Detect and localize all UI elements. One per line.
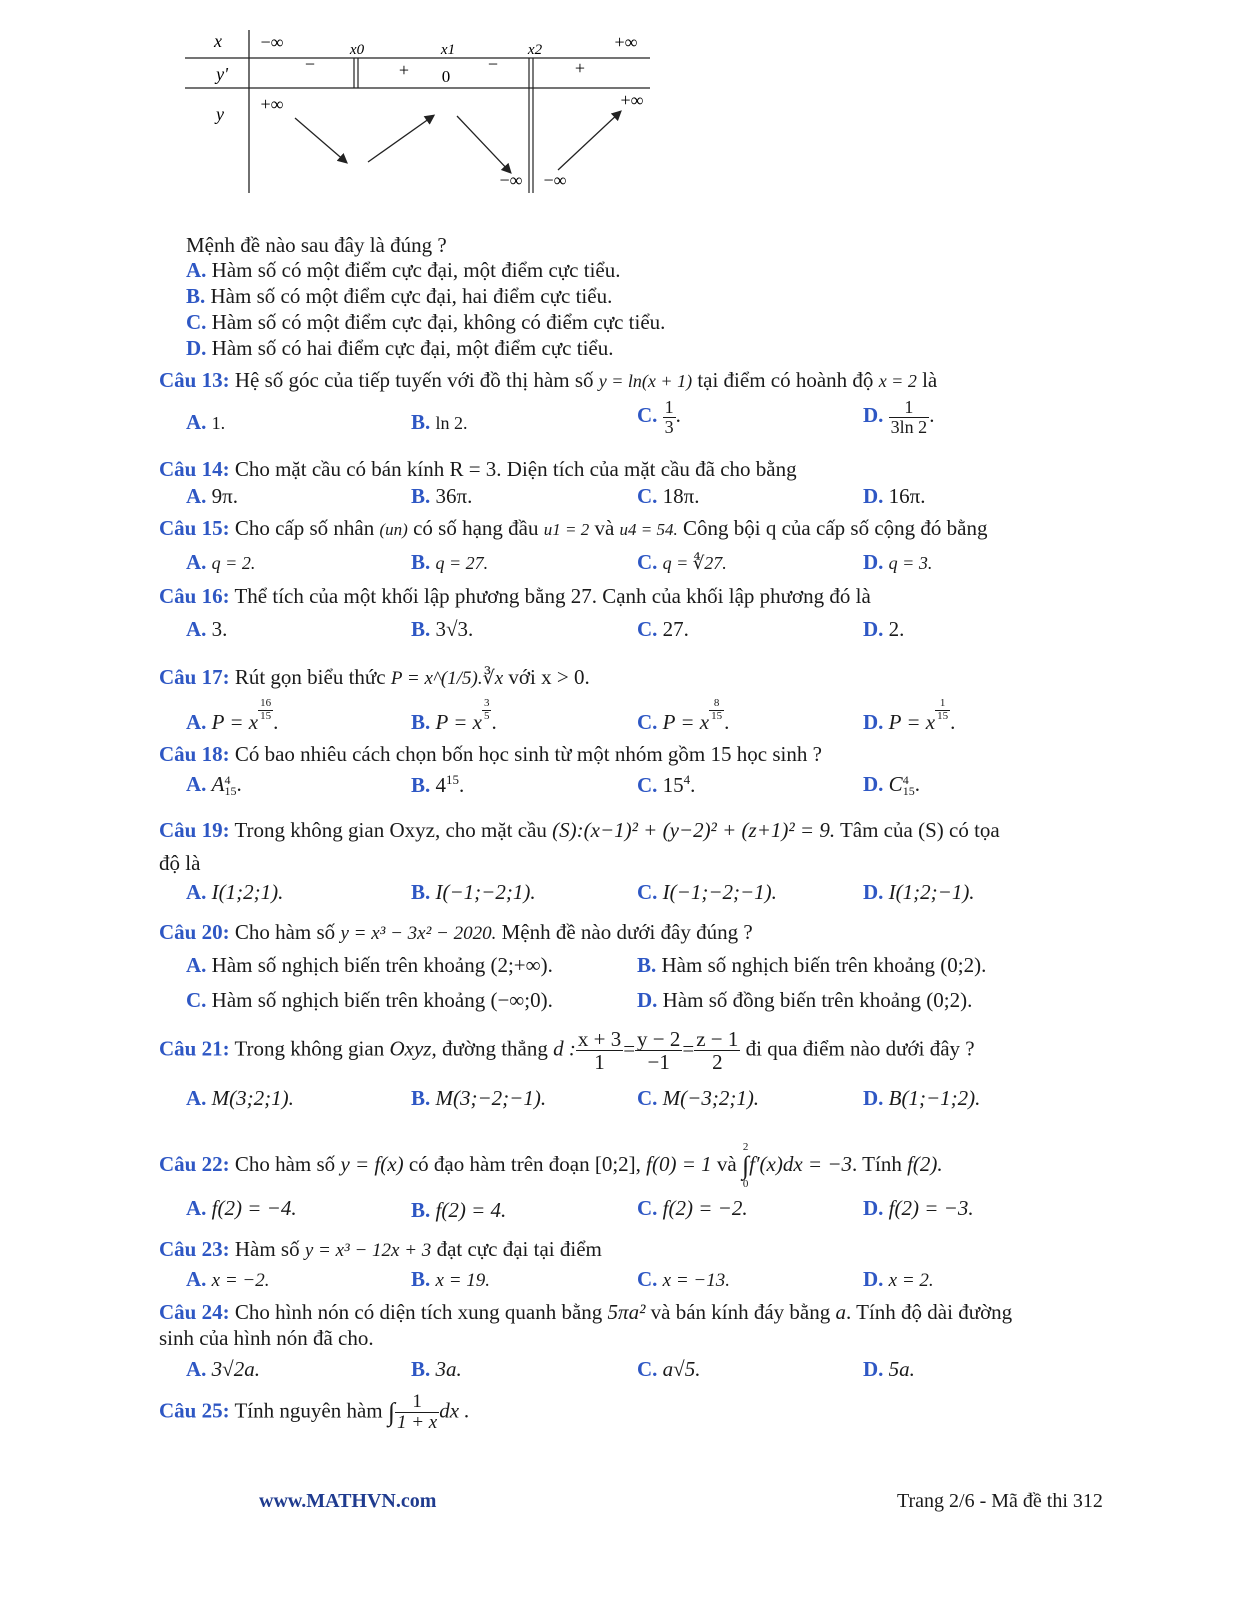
q14-b-text: 36π. — [435, 484, 473, 508]
q20-c-label: C. — [186, 988, 207, 1012]
q16-b-text: 3√3. — [435, 617, 474, 641]
vt-sign-4: + — [574, 58, 586, 78]
q17-b-exp-den: 5 — [483, 709, 490, 722]
q12-stem: Mệnh đề nào sau đây là đúng ? — [186, 233, 447, 257]
q21-d-label: D. — [863, 1086, 884, 1110]
q17-c-exp-den: 15 — [711, 709, 723, 722]
q17-text2: với x > 0. — [508, 665, 590, 689]
q21-c-text: M(−3;2;1). — [662, 1086, 760, 1110]
q24-b-text: 3a. — [435, 1357, 462, 1381]
q14-stem — [159, 457, 797, 482]
q12-option-a-text: Hàm số có một điểm cực đại, một điểm cực tiểu. — [211, 258, 621, 282]
q25-label: Câu 25: — [159, 1398, 230, 1423]
q17-b-exp — [482, 698, 492, 722]
q13-b-label: B. — [411, 410, 431, 434]
q21-option-d[interactable] — [863, 1086, 980, 1111]
vt-sign-2: 0 — [441, 67, 451, 86]
q24-stem-cont: sinh của hình nón đã cho. — [159, 1326, 374, 1350]
q21-frac-1 — [576, 1028, 623, 1073]
q19-option-d[interactable] — [863, 880, 975, 905]
q22-option-b[interactable] — [411, 1198, 506, 1223]
q17-expr: P = x^(1/5).∛x — [390, 668, 504, 689]
q13-b-text: ln 2. — [435, 413, 468, 433]
q21-option-a[interactable] — [186, 1086, 294, 1111]
q15-stem — [159, 516, 987, 541]
q17-option-d[interactable]: D. P = x $\frac{1}{15}$ . — [863, 697, 956, 734]
q17-a-exp — [258, 698, 273, 722]
q20-function: y = x³ − 3x² − 2020. — [340, 923, 497, 944]
q15-b-text: q = 27. — [435, 553, 489, 573]
vt-x-1: x0 — [349, 42, 365, 58]
q18-option-b[interactable]: B. $4^{15}$. — [411, 772, 465, 797]
q18-a-label: A. — [186, 772, 207, 796]
q22-integrand: f′(x)dx = −3 — [749, 1151, 853, 1176]
q15-c-text: q = ∜27. — [662, 553, 727, 573]
q15-text2: có số hạng đầu — [413, 516, 539, 540]
q18-a-sup: 4 — [224, 773, 231, 788]
q19-a-text: I(1;2;1). — [211, 880, 284, 904]
q13-label: Câu 13: — [159, 368, 230, 392]
q25-text1: Tính nguyên hàm — [234, 1398, 383, 1423]
q18-label: Câu 18: — [159, 742, 230, 766]
q19-d-label: D. — [863, 880, 884, 904]
q17-a-exp-num: 16 — [260, 697, 272, 710]
q16-option-a[interactable] — [186, 617, 227, 642]
q15-a-text: q = 2. — [211, 553, 256, 573]
q17-c-exp-num: 8 — [709, 698, 724, 711]
q16-c-text: 27. — [662, 617, 689, 641]
q13-d-den: 3ln 2 — [890, 416, 928, 437]
q13-text3: là — [922, 368, 938, 392]
q14-text: Cho mặt cầu có bán kính R = 3. Diện tích của mặt cầu đã cho bằng — [234, 457, 797, 481]
q12-option-a-label: A. — [186, 258, 207, 282]
q20-option-c[interactable] — [186, 988, 553, 1013]
q23-text1: Hàm số — [234, 1237, 300, 1261]
q25-den: 1 + x — [396, 1411, 438, 1433]
q14-d-label: D. — [863, 484, 884, 508]
q14-b-label: B. — [411, 484, 431, 508]
q21-f2-den: −1 — [647, 1050, 670, 1075]
q14-option-c[interactable] — [637, 484, 700, 509]
q22-function: y = f(x) — [340, 1151, 404, 1176]
vt-y-3: +∞ — [620, 90, 644, 110]
q16-b-label: B. — [411, 617, 431, 641]
vt-y-1: −∞ — [499, 170, 523, 190]
q22-integral: 2 ∫ 0 — [742, 1141, 750, 1190]
q24-text2: và bán kính đáy bằng — [650, 1300, 831, 1324]
q24-radius: a — [835, 1300, 846, 1324]
q16-a-text: 3. — [211, 617, 228, 641]
vt-row-y: y — [216, 104, 224, 124]
q22-text1: Cho hàm số — [234, 1151, 336, 1176]
q21-f3-den: 2 — [712, 1050, 723, 1075]
q19-text1: Trong không gian Oxyz, cho mặt cầu — [234, 818, 547, 842]
q17-option-b[interactable]: B. P = x $\frac{3}{5}$ . — [411, 697, 497, 734]
vt-x-0: −∞ — [260, 32, 284, 52]
q22-option-c[interactable] — [637, 1196, 748, 1221]
q19-option-b[interactable] — [411, 880, 536, 905]
q18-d-sup: 4 — [902, 773, 909, 788]
q24-b-label: B. — [411, 1357, 431, 1381]
q21-oxyz: Oxyz — [389, 1036, 432, 1061]
q19-d-text: I(1;2;−1). — [888, 880, 975, 904]
q13-d-label: D. — [863, 403, 884, 428]
q22-f2: f(2). — [907, 1151, 943, 1176]
q14-option-b[interactable] — [411, 484, 472, 509]
q15-b-label: B. — [411, 550, 431, 574]
q15-label: Câu 15: — [159, 516, 230, 540]
q23-option-a[interactable] — [186, 1267, 270, 1292]
q14-d-text: 16π. — [888, 484, 926, 508]
q19-b-label: B. — [411, 880, 431, 904]
q12-option-b-label: B. — [186, 284, 206, 308]
q23-option-d[interactable] — [863, 1267, 934, 1292]
q22-text4: . Tính — [852, 1151, 902, 1176]
q19-option-c[interactable] — [637, 880, 777, 905]
q22-d-label: D. — [863, 1196, 884, 1220]
q21-b-label: B. — [411, 1086, 431, 1110]
footer-website-link[interactable]: www.MATHVN.com — [259, 1490, 437, 1512]
q24-text1: Cho hình nón có diện tích xung quanh bằng — [234, 1300, 603, 1324]
q13-a-label: A. — [186, 410, 207, 434]
q14-option-d[interactable] — [863, 484, 926, 509]
q18-d-base: C — [888, 772, 903, 796]
q18-c-base: 15 — [662, 773, 684, 797]
q24-text3: . Tính độ dài đường — [846, 1300, 1013, 1324]
q22-text2: có đạo hàm trên đoạn [0;2], — [408, 1151, 641, 1176]
q23-option-b[interactable] — [411, 1267, 490, 1292]
q13-c-den: 3 — [664, 416, 674, 437]
q12-option-b[interactable] — [186, 284, 612, 309]
q24-c-text: a√5. — [662, 1357, 701, 1381]
q19-c-label: C. — [637, 880, 658, 904]
q20-option-a[interactable] — [186, 953, 553, 978]
q12-option-d-label: D. — [186, 336, 207, 360]
vt-x-4: +∞ — [614, 32, 638, 52]
q15-text1: Cho cấp số nhân — [234, 516, 375, 540]
q13-text2: tại điểm có hoành độ — [697, 368, 874, 392]
q24-a-label: A. — [186, 1357, 207, 1381]
q16-label: Câu 16: — [159, 584, 230, 608]
q15-option-d[interactable] — [863, 550, 932, 575]
q22-c-label: C. — [637, 1196, 658, 1220]
q21-text1: Trong không gian — [234, 1036, 385, 1061]
q17-b-exp-num: 3 — [483, 697, 490, 710]
q20-b-label: B. — [637, 953, 657, 977]
q23-c-text: x = −13. — [662, 1270, 730, 1291]
q23-c-label: C. — [637, 1267, 658, 1291]
vt-sign-0: − — [304, 54, 316, 74]
q21-label: Câu 21: — [159, 1036, 230, 1061]
q15-option-c[interactable] — [637, 550, 727, 575]
q19-text2: Tâm của (S) có tọa — [839, 818, 1000, 842]
q12-option-c[interactable] — [186, 310, 665, 335]
q22-f0: f(0) = 1 — [646, 1151, 712, 1176]
q20-option-d[interactable] — [637, 988, 972, 1013]
q16-d-label: D. — [863, 617, 884, 641]
q17-b-label: B. — [411, 710, 431, 734]
q17-c-label: C. — [637, 710, 658, 734]
q23-option-c[interactable] — [637, 1267, 730, 1292]
q13-c-num: 1 — [664, 397, 674, 417]
q22-d-text: f(2) = −3. — [888, 1196, 974, 1220]
q22-b-label: B. — [411, 1198, 431, 1222]
q18-text: Có bao nhiêu cách chọn bốn học sinh từ một nhóm gồm 15 học sinh ? — [234, 742, 822, 766]
q17-stem — [159, 665, 590, 690]
q18-b-label: B. — [411, 773, 431, 797]
q15-a-label: A. — [186, 550, 207, 574]
q21-frac-2 — [635, 1028, 682, 1073]
q20-option-b[interactable] — [637, 953, 986, 978]
q17-text1: Rút gọn biểu thức — [234, 665, 386, 689]
q19-stem — [159, 818, 1000, 843]
q15-d-label: D. — [863, 550, 884, 574]
q19-option-a[interactable] — [186, 880, 283, 905]
q23-b-label: B. — [411, 1267, 431, 1291]
q19-c-text: I(−1;−2;−1). — [662, 880, 777, 904]
vt-y-2: −∞ — [543, 170, 567, 190]
q25-num: 1 — [395, 1392, 439, 1413]
q12-option-c-text: Hàm số có một điểm cực đại, không có điểm cực tiểu. — [211, 310, 666, 334]
q23-function: y = x³ − 12x + 3 — [304, 1240, 432, 1261]
q21-stem: Câu 21: Trong không gian Oxyz, đường thẳng d : $\frac{x + 3}{1}$ = $\frac{y - 2}{-1}$ = $\frac{z - 1}{2}$ đi qua điểm nào dưới đây ? — [159, 1027, 975, 1075]
q21-a-text: M(3;2;1). — [211, 1086, 294, 1110]
vt-sign-1: + — [398, 60, 410, 80]
q16-stem — [159, 584, 871, 609]
q14-c-label: C. — [637, 484, 658, 508]
q12-option-c-label: C. — [186, 310, 207, 334]
q14-label: Câu 14: — [159, 457, 230, 481]
q21-text2: , đường thẳng — [431, 1036, 548, 1061]
q17-label: Câu 17: — [159, 665, 230, 689]
q14-a-label: A. — [186, 484, 207, 508]
q24-c-label: C. — [637, 1357, 658, 1381]
q15-text3: và — [594, 516, 615, 540]
q15-d-text: q = 3. — [888, 553, 933, 573]
q15-c-label: C. — [637, 550, 658, 574]
q21-d: d : — [553, 1036, 576, 1061]
q22-limit-upper: 2 — [742, 1141, 749, 1153]
q21-f2-num: y − 2 — [637, 1027, 681, 1051]
q22-a-text: f(2) = −4. — [211, 1196, 297, 1220]
q16-option-c[interactable] — [637, 617, 689, 642]
q14-option-a[interactable] — [186, 484, 238, 509]
q22-label: Câu 22: — [159, 1151, 230, 1176]
vt-row-x: x — [214, 31, 222, 51]
q23-a-text: x = −2. — [211, 1270, 270, 1291]
q16-a-label: A. — [186, 617, 207, 641]
q14-c-text: 18π. — [662, 484, 700, 508]
q21-d-text: B(1;−1;2). — [888, 1086, 981, 1110]
q22-b-text: f(2) = 4. — [435, 1198, 507, 1222]
q24-area: 5πa² — [607, 1300, 646, 1324]
vt-row-yp: y' — [216, 64, 228, 84]
q18-option-c[interactable]: C. $15^4$. — [637, 772, 696, 797]
q23-b-text: x = 19. — [435, 1270, 491, 1291]
q25-dx: dx . — [439, 1398, 470, 1423]
q24-stem — [159, 1300, 1012, 1325]
q23-d-label: D. — [863, 1267, 884, 1291]
q12-option-b-text: Hàm số có một điểm cực đại, hai điểm cực tiểu. — [210, 284, 613, 308]
q20-b-text: Hàm số nghịch biến trên khoảng (0;2). — [661, 953, 987, 977]
q12-option-d-text: Hàm số có hai điểm cực đại, một điểm cực tiểu. — [211, 336, 614, 360]
q24-option-a[interactable] — [186, 1357, 260, 1382]
q19-stem-cont: độ là — [159, 851, 201, 875]
q17-d-exp-num: 1 — [935, 698, 950, 711]
q18-option-d[interactable]: D. C 4 15 . — [863, 772, 920, 799]
q23-text2: đạt cực đại tại điểm — [436, 1237, 602, 1261]
q19-a-label: A. — [186, 880, 207, 904]
q17-d-exp-den: 15 — [937, 709, 949, 722]
q17-option-a[interactable]: A. P = x $\frac{16}{15}$ . — [186, 697, 279, 734]
q23-d-text: x = 2. — [888, 1270, 934, 1291]
q18-option-a[interactable]: A. A 4 15 . — [186, 772, 242, 799]
q23-a-label: A. — [186, 1267, 207, 1291]
q21-f1-num: x + 3 — [577, 1027, 622, 1051]
q13-c-label: C. — [637, 403, 658, 428]
q21-a-label: A. — [186, 1086, 207, 1110]
q14-a-text: 9π. — [211, 484, 239, 508]
vt-sign-3: − — [487, 54, 499, 74]
q24-option-d[interactable] — [863, 1357, 915, 1382]
vt-x-2: x1 — [440, 42, 456, 58]
q17-c-exp — [709, 698, 724, 722]
q15-text4: Công bội q của cấp số cộng đó bằng — [683, 516, 988, 540]
q22-a-label: A. — [186, 1196, 207, 1220]
q22-c-text: f(2) = −2. — [662, 1196, 748, 1220]
q17-option-c[interactable]: C. P = x $\frac{8}{15}$ . — [637, 697, 730, 734]
variation-table — [180, 28, 660, 198]
q22-limit-lower: 0 — [742, 1178, 749, 1190]
q22-option-d[interactable] — [863, 1196, 974, 1221]
q24-option-b[interactable] — [411, 1357, 462, 1382]
q15-u1: u1 = 2 — [543, 520, 590, 539]
q21-b-text: M(3;−2;−1). — [435, 1086, 547, 1110]
q17-a-exp-den: 15 — [260, 709, 272, 722]
q20-c-text: Hàm số nghịch biến trên khoảng (−∞;0). — [211, 988, 553, 1012]
q25-stem: Câu 25: Tính nguyên hàm ∫ $\frac{1}{1 + x}$ dx . — [159, 1391, 470, 1433]
q15-option-a[interactable] — [186, 550, 255, 575]
q19-label: Câu 19: — [159, 818, 230, 842]
q21-f3-num: z − 1 — [696, 1027, 739, 1051]
q16-option-b[interactable] — [411, 617, 473, 642]
q20-d-label: D. — [637, 988, 658, 1012]
q19-b-text: I(−1;−2;1). — [435, 880, 536, 904]
q13-option-b[interactable] — [411, 410, 468, 435]
q17-a-label: A. — [186, 710, 207, 734]
q22-stem — [159, 1142, 943, 1190]
q21-c-label: C. — [637, 1086, 658, 1110]
q15-un: (un) — [379, 520, 408, 539]
q22-text3: và — [716, 1151, 737, 1176]
q19-equation: (S):(x−1)² + (y−2)² + (z+1)² = 9. — [552, 818, 836, 842]
q20-text2: Mệnh đề nào dưới đây đúng ? — [501, 920, 753, 944]
q20-label: Câu 20: — [159, 920, 230, 944]
q16-c-label: C. — [637, 617, 658, 641]
q23-stem — [159, 1237, 602, 1262]
q21-option-c[interactable] — [637, 1086, 759, 1111]
footer-page-info: Trang 2/6 - Mã đề thi 312 — [897, 1490, 1103, 1512]
q13-x-value: x = 2 — [878, 371, 917, 391]
q20-d-text: Hàm số đồng biến trên khoảng (0;2). — [662, 988, 973, 1012]
q13-function: y = ln(x + 1) — [598, 371, 693, 391]
q13-text1: Hệ số góc của tiếp tuyến với đồ thị hàm số — [234, 368, 594, 392]
q24-d-text: 5a. — [888, 1357, 915, 1381]
q24-option-c[interactable] — [637, 1357, 700, 1382]
q24-d-label: D. — [863, 1357, 884, 1381]
q12-option-a[interactable] — [186, 258, 621, 283]
q16-option-d[interactable] — [863, 617, 904, 642]
q20-a-label: A. — [186, 953, 207, 977]
q13-option-c[interactable]: C. $\frac{1}{3}$ . — [637, 397, 681, 437]
q15-u4: u4 = 54. — [619, 520, 678, 539]
q23-label: Câu 23: — [159, 1237, 230, 1261]
q18-stem — [159, 742, 822, 767]
q17-d-exp — [935, 698, 950, 722]
q17-d-label: D. — [863, 710, 884, 734]
q13-a-text: 1. — [211, 413, 226, 433]
q13-option-d[interactable]: D. $\frac{1}{3\ln 2}$ . — [863, 397, 935, 437]
q18-b-sup: 15 — [446, 772, 460, 787]
vt-y-0: +∞ — [260, 94, 284, 114]
q20-a-text: Hàm số nghịch biến trên khoảng (2;+∞). — [211, 953, 553, 977]
q22-option-a[interactable] — [186, 1196, 297, 1221]
q25-frac — [395, 1392, 439, 1433]
q20-text1: Cho hàm số — [234, 920, 336, 944]
q21-frac-3 — [694, 1028, 740, 1073]
q18-d-label: D. — [863, 772, 884, 796]
q13-stem — [159, 368, 937, 393]
q12-option-d[interactable] — [186, 336, 613, 361]
q13-option-a[interactable] — [186, 410, 225, 435]
q18-a-sub: 15 — [224, 784, 237, 799]
q24-label: Câu 24: — [159, 1300, 230, 1324]
vt-x-3: x2 — [527, 42, 543, 58]
q18-a-base: A — [211, 772, 225, 796]
q13-d-frac — [889, 398, 930, 437]
q18-b-base: 4 — [435, 773, 447, 797]
q16-d-text: 2. — [888, 617, 905, 641]
q21-f1-den: 1 — [594, 1050, 605, 1075]
q21-option-b[interactable] — [411, 1086, 546, 1111]
q20-stem — [159, 920, 753, 945]
q15-option-b[interactable] — [411, 550, 488, 575]
q13-d-num: 1 — [889, 398, 930, 418]
q13-c-frac — [663, 398, 676, 437]
q18-c-label: C. — [637, 773, 658, 797]
q18-c-sup: 4 — [683, 772, 691, 787]
q18-d-sub: 15 — [902, 784, 915, 799]
q21-text3: đi qua điểm nào dưới đây ? — [745, 1036, 975, 1061]
q24-a-text: 3√2a. — [211, 1357, 260, 1381]
q16-text: Thể tích của một khối lập phương bằng 27. Cạnh của khối lập phương đó là — [234, 584, 871, 608]
